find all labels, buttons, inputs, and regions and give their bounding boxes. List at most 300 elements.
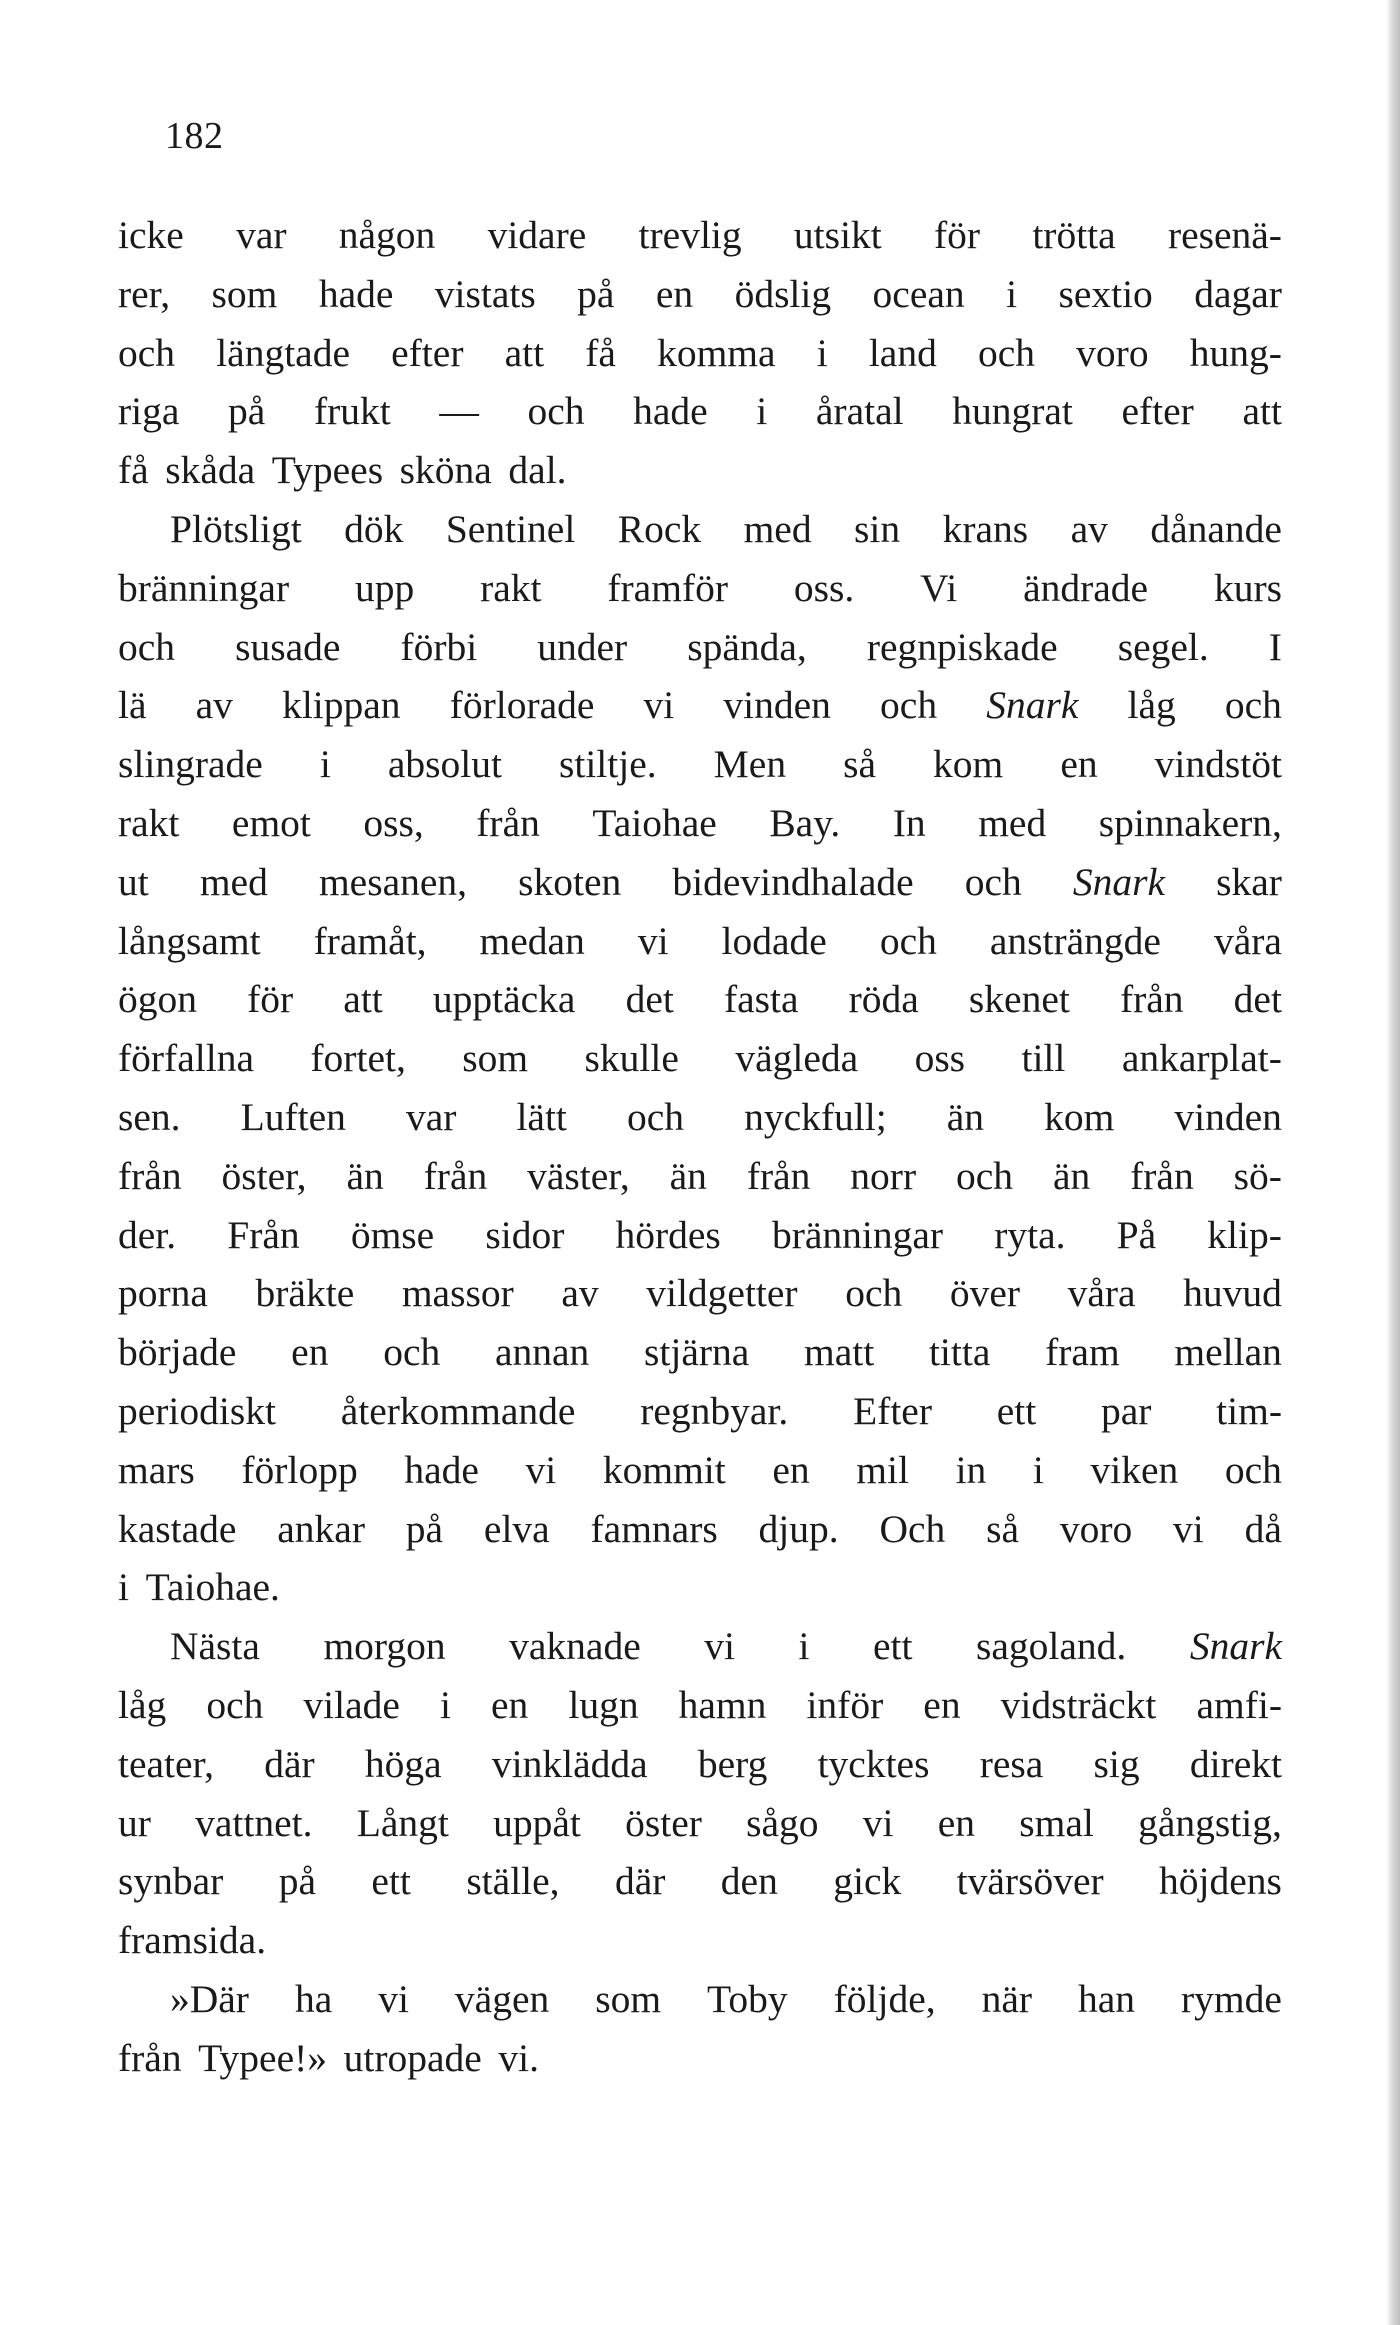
word: berg xyxy=(697,1741,768,1786)
word: direkt xyxy=(1189,1741,1282,1786)
word: röda xyxy=(848,977,919,1022)
word: med xyxy=(978,800,1047,845)
word: spinnakern, xyxy=(1098,800,1282,845)
word: kastade xyxy=(118,1506,237,1551)
text-line xyxy=(118,1617,1282,1676)
word: från xyxy=(1130,1153,1194,1198)
word: vi xyxy=(704,1624,735,1669)
text-line xyxy=(118,1441,1282,1500)
text-line xyxy=(118,206,1282,265)
word: hade xyxy=(318,271,394,316)
word: i xyxy=(756,389,768,434)
text-line xyxy=(118,265,1282,324)
word: Nästa xyxy=(170,1624,260,1669)
word: hördes xyxy=(615,1212,721,1257)
word: någon xyxy=(338,213,436,257)
word: och xyxy=(956,1153,1014,1198)
word: under xyxy=(537,624,628,669)
word: Taiohae xyxy=(592,800,717,845)
text-line xyxy=(118,1735,1282,1794)
word: när xyxy=(981,1976,1033,2021)
word: till xyxy=(1021,1036,1066,1081)
word: hung- xyxy=(1189,330,1282,375)
word: hade xyxy=(633,389,708,434)
word: ankar xyxy=(277,1506,365,1551)
word: en xyxy=(655,271,694,316)
word: krans xyxy=(942,506,1029,551)
word: väster, xyxy=(527,1153,630,1198)
word: skåda xyxy=(165,448,256,493)
word: upptäcka xyxy=(432,977,576,1022)
word: en xyxy=(1060,742,1098,787)
word: förbi xyxy=(400,624,478,669)
word: kommit xyxy=(602,1447,726,1492)
word: gångstig, xyxy=(1138,1800,1282,1845)
word: oss, xyxy=(363,800,424,845)
word: sig xyxy=(1093,1741,1140,1786)
word: rakt xyxy=(480,565,542,610)
word: efter xyxy=(1121,389,1194,434)
word: av xyxy=(1070,506,1108,551)
word: låg xyxy=(1127,683,1176,728)
word: riga xyxy=(118,389,180,434)
word: Och xyxy=(879,1506,946,1551)
word: förlopp xyxy=(241,1447,358,1492)
word: och xyxy=(1224,683,1282,728)
text-line xyxy=(118,1088,1282,1147)
word: att xyxy=(343,977,383,1022)
word: som xyxy=(462,1036,529,1081)
text-line xyxy=(118,970,1282,1029)
word: teater, xyxy=(118,1741,214,1786)
word: I xyxy=(1268,624,1282,669)
word: och xyxy=(527,389,585,434)
text-line xyxy=(118,382,1282,441)
word: vi xyxy=(1173,1506,1204,1551)
word: resa xyxy=(979,1741,1044,1786)
word: vinden xyxy=(723,683,831,728)
word: ett xyxy=(371,1859,411,1904)
word: Från xyxy=(227,1212,300,1257)
word: längtade xyxy=(216,330,350,375)
word: annan xyxy=(494,1330,590,1375)
word: höga xyxy=(364,1741,442,1786)
word: från xyxy=(423,1153,488,1198)
word: vi xyxy=(643,683,675,728)
word: började xyxy=(118,1330,237,1375)
word: från xyxy=(1119,977,1184,1022)
word: tvärsöver xyxy=(956,1859,1104,1904)
word: vindstöt xyxy=(1154,742,1282,787)
word: en xyxy=(923,1682,961,1727)
word: vägen xyxy=(454,1976,550,2021)
word: ett xyxy=(873,1624,913,1669)
word: Typees xyxy=(271,448,384,493)
word: med xyxy=(199,859,268,904)
word: dånande xyxy=(1150,506,1282,551)
word: förfallna xyxy=(118,1036,254,1081)
word: bidevindhalade xyxy=(672,859,914,904)
word: lätt xyxy=(516,1094,567,1139)
body-text xyxy=(118,206,1282,2088)
word: få xyxy=(585,330,616,375)
word: över xyxy=(949,1271,1021,1316)
word: en xyxy=(491,1682,529,1727)
word: emot xyxy=(231,800,311,845)
word: utsikt xyxy=(793,213,882,257)
word: och xyxy=(879,918,937,963)
word: och xyxy=(1224,1447,1282,1492)
text-line xyxy=(118,853,1282,912)
text-line xyxy=(118,2029,1282,2088)
text-line xyxy=(118,1852,1282,1911)
word: elva xyxy=(483,1506,550,1551)
word: lodade xyxy=(721,918,827,963)
word: oss. xyxy=(793,565,855,610)
word: där xyxy=(264,1741,315,1786)
word: var xyxy=(236,213,287,257)
word: periodiskt xyxy=(118,1388,276,1433)
word: på xyxy=(278,1859,317,1904)
word: och xyxy=(964,859,1022,904)
word: att xyxy=(504,330,545,375)
word: som xyxy=(211,271,278,316)
word: voro xyxy=(1076,330,1149,375)
word: absolut xyxy=(387,742,502,787)
word: ocean xyxy=(872,271,965,316)
text-line xyxy=(118,1970,1282,2029)
word: bränningar xyxy=(118,565,290,610)
word: famnars xyxy=(590,1506,718,1551)
word: öster xyxy=(625,1800,702,1845)
word: och xyxy=(118,624,176,669)
text-line xyxy=(118,1676,1282,1735)
word: ömse xyxy=(350,1212,435,1257)
word: på xyxy=(228,389,266,434)
word: från xyxy=(118,2035,182,2080)
word: tycktes xyxy=(817,1741,930,1786)
word: ut xyxy=(118,859,149,904)
word: bränningar xyxy=(771,1212,944,1257)
word: och xyxy=(845,1271,903,1316)
text-line xyxy=(118,441,1282,500)
word: der. xyxy=(118,1212,177,1257)
word: Toby xyxy=(707,1976,788,2021)
word: smal xyxy=(1019,1800,1094,1845)
word: mellan xyxy=(1174,1330,1282,1375)
text-line xyxy=(118,618,1282,677)
word: då xyxy=(1244,1506,1282,1551)
word: land xyxy=(868,330,937,375)
word: efter xyxy=(391,330,464,375)
text-line xyxy=(118,794,1282,853)
word: långsamt xyxy=(118,918,261,963)
word: sin xyxy=(854,506,901,551)
word: en xyxy=(937,1800,976,1845)
word: medan xyxy=(479,918,585,963)
word: stjärna xyxy=(644,1330,750,1375)
word: oss xyxy=(914,1036,966,1081)
word: Plötsligt xyxy=(170,506,302,551)
word: lä xyxy=(118,683,147,728)
word: följde, xyxy=(833,1976,936,2021)
word: kom xyxy=(1044,1094,1115,1139)
word: gick xyxy=(833,1859,902,1904)
word: åratal xyxy=(815,389,904,434)
word: sö- xyxy=(1233,1153,1282,1198)
word: »Där xyxy=(170,1976,249,2021)
word: sagoland. xyxy=(976,1624,1127,1669)
word: tim- xyxy=(1216,1388,1282,1433)
word: framsida. xyxy=(118,1918,267,1963)
word: än xyxy=(946,1094,985,1139)
word: från xyxy=(118,1153,182,1198)
word: med xyxy=(743,506,812,551)
word: inför xyxy=(806,1682,884,1727)
word: för xyxy=(247,977,294,1022)
word: ett xyxy=(996,1388,1037,1433)
word: synbar xyxy=(118,1859,224,1904)
word: det xyxy=(625,977,674,1022)
word: fram xyxy=(1045,1330,1120,1375)
word: i xyxy=(439,1682,451,1727)
word: Snark xyxy=(1189,1624,1282,1669)
word: amfi- xyxy=(1196,1682,1282,1727)
word: huvud xyxy=(1183,1271,1282,1316)
word: — xyxy=(439,389,479,434)
word: vidare xyxy=(487,213,587,257)
word: norr xyxy=(850,1153,917,1198)
word: och xyxy=(383,1330,441,1375)
word: morgon xyxy=(323,1624,446,1669)
word: än xyxy=(669,1153,707,1198)
word: regnpiskade xyxy=(866,624,1058,669)
word: Typee!» xyxy=(198,2035,328,2080)
word: vägleda xyxy=(735,1036,859,1081)
word: vi xyxy=(378,1976,409,2021)
text-line xyxy=(118,1147,1282,1206)
word: ögon xyxy=(118,977,197,1022)
word: fortet, xyxy=(310,1036,406,1081)
word: framför xyxy=(607,565,728,610)
word: bräkte xyxy=(255,1271,355,1316)
word: ansträngde xyxy=(989,918,1161,963)
word: trevlig xyxy=(638,213,742,257)
word: Taiohae. xyxy=(145,1565,280,1610)
word: frukt xyxy=(313,389,391,434)
word: av xyxy=(561,1271,599,1316)
word: ur xyxy=(118,1800,151,1845)
word: sidor xyxy=(485,1212,565,1257)
word: än xyxy=(1052,1153,1091,1198)
word: ställe, xyxy=(466,1859,560,1904)
text-line xyxy=(118,912,1282,971)
word: rer, xyxy=(118,271,171,316)
word: ankarplat- xyxy=(1121,1036,1282,1081)
word: komma xyxy=(657,330,776,375)
word: som xyxy=(595,1976,662,2021)
word: förlorade xyxy=(449,683,595,728)
word: få xyxy=(118,448,149,493)
word: sen. xyxy=(118,1094,181,1139)
word: skenet xyxy=(968,977,1070,1022)
word: återkommande xyxy=(340,1388,576,1433)
word: vi. xyxy=(498,2035,539,2080)
word: viken xyxy=(1090,1447,1179,1492)
word: fasta xyxy=(723,977,799,1022)
page-number: 182 xyxy=(165,115,224,157)
word: vi xyxy=(637,918,669,963)
word: en xyxy=(772,1447,810,1492)
word: mars xyxy=(118,1447,195,1492)
word: i xyxy=(118,1565,129,1610)
word: segel. xyxy=(1117,624,1209,669)
word: dök xyxy=(344,506,404,551)
word: i xyxy=(798,1624,810,1669)
word: Vi xyxy=(920,565,958,610)
word: Snark xyxy=(986,683,1079,728)
word: På xyxy=(1116,1212,1157,1257)
text-line xyxy=(118,1323,1282,1382)
word: ödslig xyxy=(734,271,832,316)
word: framåt, xyxy=(313,918,427,963)
word: på xyxy=(577,271,615,316)
word: vilade xyxy=(303,1682,400,1727)
word: utropade xyxy=(343,2035,482,2080)
word: icke xyxy=(118,213,184,257)
word: den xyxy=(720,1859,778,1904)
text-line xyxy=(118,676,1282,735)
word: än xyxy=(346,1153,384,1198)
word: hamn xyxy=(678,1682,767,1727)
word: och xyxy=(880,683,938,728)
word: in xyxy=(955,1447,987,1492)
word: matt xyxy=(804,1330,875,1375)
page-edge xyxy=(1386,0,1400,2325)
word: djup. xyxy=(758,1506,839,1551)
word: kurs xyxy=(1213,565,1282,610)
word: Rock xyxy=(617,506,702,551)
word: och xyxy=(977,330,1036,375)
word: sköna xyxy=(399,448,492,493)
word: var xyxy=(405,1094,457,1139)
word: trötta xyxy=(1032,213,1116,257)
word: nyckfull; xyxy=(744,1094,887,1139)
word: och xyxy=(206,1682,264,1727)
word: i xyxy=(1006,271,1018,316)
word: slingrade xyxy=(118,742,263,787)
word: vi xyxy=(525,1447,557,1492)
word: skar xyxy=(1216,859,1282,904)
text-line xyxy=(118,1500,1282,1559)
text-line xyxy=(118,1382,1282,1441)
word: i xyxy=(319,742,331,787)
word: upp xyxy=(354,565,415,610)
word: resenä- xyxy=(1167,213,1282,257)
word: för xyxy=(933,213,981,257)
word: uppåt xyxy=(493,1800,581,1845)
word: och xyxy=(118,330,176,375)
word: låg xyxy=(118,1682,167,1727)
word: vinden xyxy=(1174,1094,1282,1139)
text-line xyxy=(118,1264,1282,1323)
word: In xyxy=(892,800,926,845)
word: regnbyar. xyxy=(640,1388,789,1433)
word: dal. xyxy=(508,448,567,493)
word: rymde xyxy=(1181,1976,1282,2021)
word: hade xyxy=(404,1447,479,1492)
word: ryta. xyxy=(994,1212,1066,1257)
word: Bay. xyxy=(769,800,841,845)
word: det xyxy=(1233,977,1282,1022)
word: så xyxy=(843,742,877,787)
word: Efter xyxy=(853,1388,932,1433)
word: höjdens xyxy=(1159,1859,1282,1904)
word: vistats xyxy=(434,271,536,316)
text-line xyxy=(118,735,1282,794)
word: vidsträckt xyxy=(1000,1682,1157,1727)
word: i xyxy=(816,330,828,375)
word: mesanen, xyxy=(318,859,468,904)
word: stiltje. xyxy=(558,742,657,787)
word: Men xyxy=(713,742,787,787)
word: voro xyxy=(1059,1506,1133,1551)
word: våra xyxy=(1067,1271,1136,1316)
word: titta xyxy=(928,1330,991,1375)
text-line xyxy=(118,1911,1282,1970)
word: vinklädda xyxy=(491,1741,648,1786)
text-line xyxy=(118,500,1282,559)
word: vaknade xyxy=(509,1624,641,1669)
word: han xyxy=(1078,1976,1136,2021)
word: dagar xyxy=(1194,271,1282,316)
word: så xyxy=(986,1506,1019,1551)
word: rakt xyxy=(118,800,180,845)
word: spända, xyxy=(687,624,807,669)
word: där xyxy=(614,1859,666,1904)
text-line xyxy=(118,324,1282,383)
word: ändrade xyxy=(1023,565,1149,610)
word: från xyxy=(746,1153,811,1198)
word: vildgetter xyxy=(646,1271,798,1316)
word: kom xyxy=(933,742,1004,787)
word: massor xyxy=(401,1271,514,1316)
word: klip- xyxy=(1207,1212,1282,1257)
word: mil xyxy=(856,1447,909,1492)
word: och xyxy=(626,1094,685,1139)
word: vattnet. xyxy=(195,1800,313,1845)
word: skulle xyxy=(584,1036,679,1081)
word: ha xyxy=(294,1976,333,2021)
text-line xyxy=(118,1794,1282,1853)
word: porna xyxy=(118,1271,208,1316)
word: öster, xyxy=(221,1153,307,1198)
word: Långt xyxy=(356,1800,449,1845)
word: vi xyxy=(862,1800,894,1845)
text-line xyxy=(118,1029,1282,1088)
text-line xyxy=(118,1558,1282,1617)
word: Luften xyxy=(240,1094,346,1139)
word: på xyxy=(405,1506,444,1551)
word: Snark xyxy=(1072,859,1166,904)
word: par xyxy=(1100,1388,1152,1433)
text-line xyxy=(118,1206,1282,1265)
word: klippan xyxy=(282,683,401,728)
word: skoten xyxy=(518,859,622,904)
word: våra xyxy=(1213,918,1282,963)
word: att xyxy=(1242,389,1282,434)
word: av xyxy=(195,683,233,728)
